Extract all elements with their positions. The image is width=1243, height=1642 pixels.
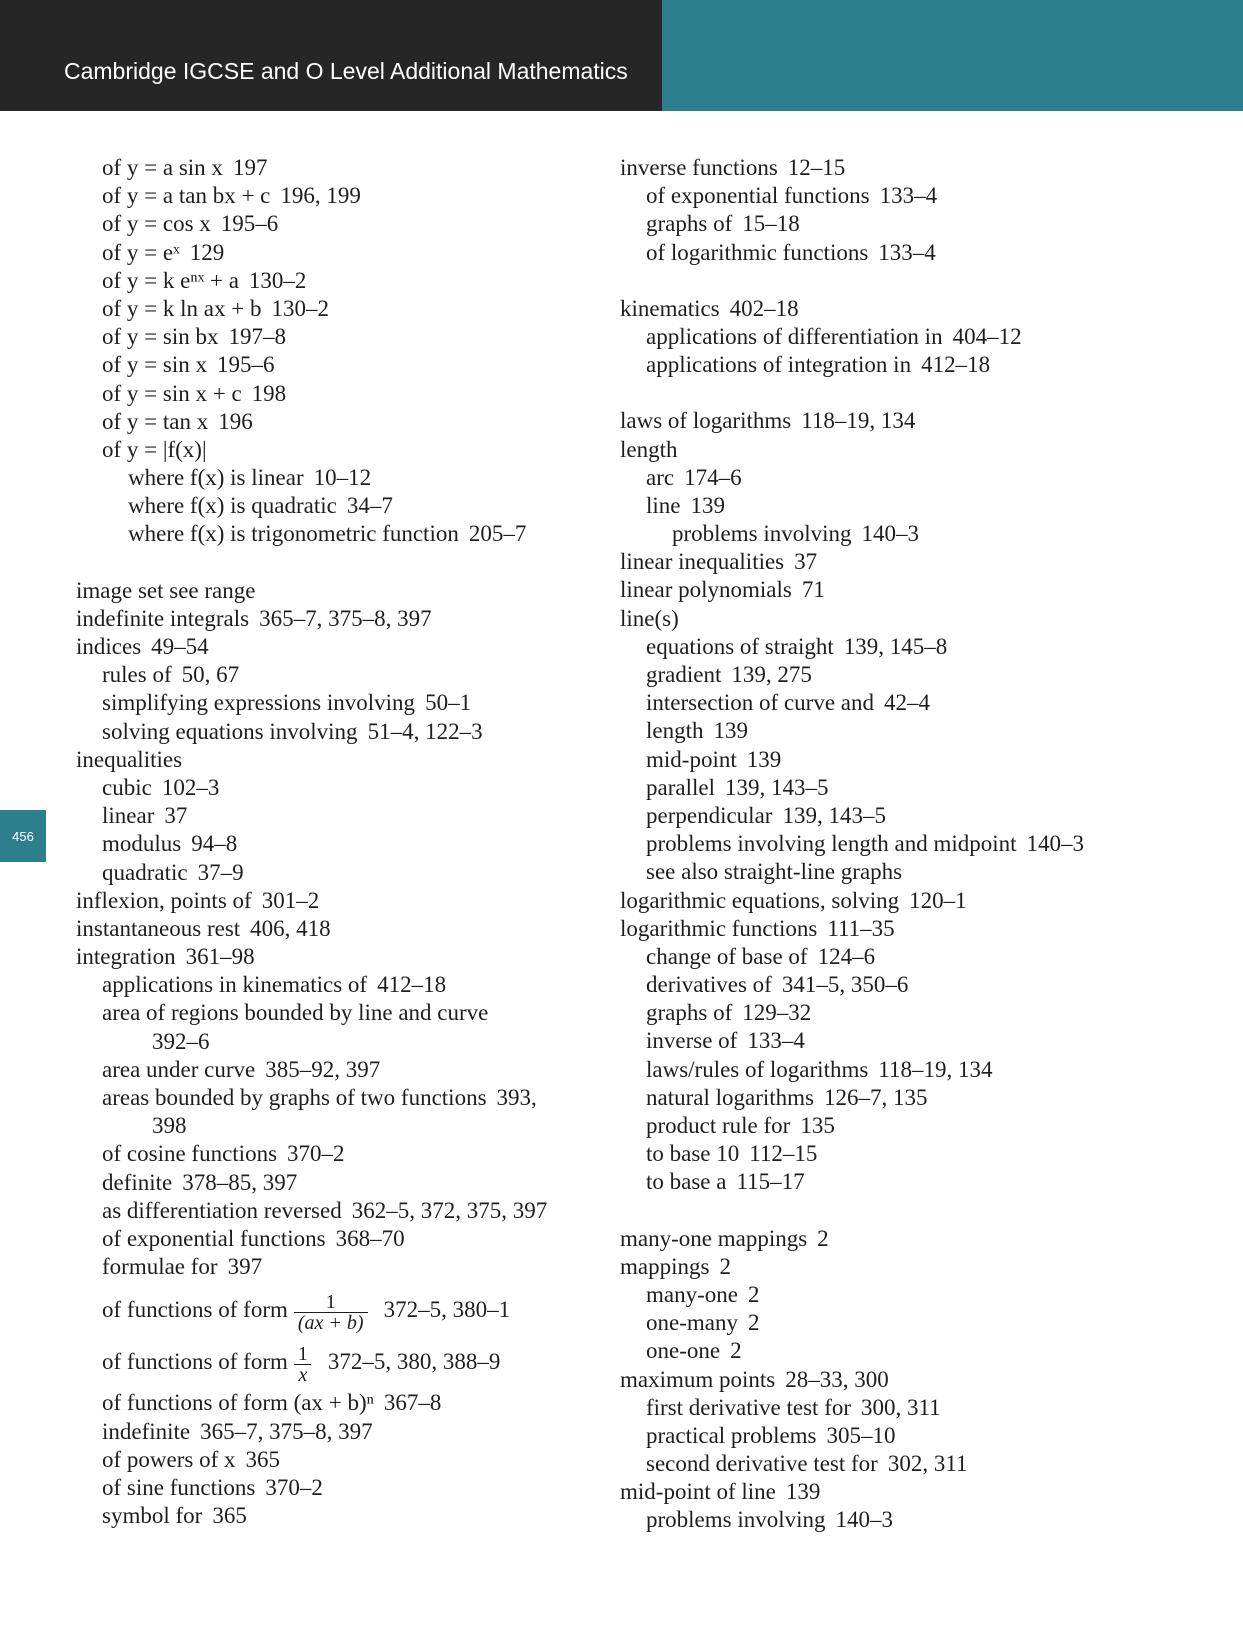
fraction (294, 1292, 368, 1333)
index-entry (620, 689, 1220, 717)
index-term: mid-point (646, 746, 737, 772)
fraction-denominator: (ax + b) (294, 1312, 368, 1333)
index-entry (620, 802, 1220, 830)
page-references: 372–5, 380, 388–9 (327, 1349, 501, 1375)
header-accent-bar (662, 0, 1243, 111)
page-references: 385–92, 397 (265, 1056, 381, 1082)
page-references: 139 (746, 746, 782, 772)
page-references: 196 (218, 408, 253, 434)
index-term: of y = k ln ax + b (102, 295, 262, 321)
index-entry (76, 887, 616, 915)
page-references: 50–1 (425, 690, 472, 716)
page-references: 102–3 (161, 774, 220, 800)
page-references: 367–8 (383, 1390, 442, 1416)
index-term: problems involving (646, 1507, 826, 1533)
index-term: line(s) (620, 605, 679, 631)
index-entry (76, 1474, 616, 1502)
index-term: image set see range (76, 577, 256, 603)
page-references: 139, 145–8 (843, 633, 948, 659)
fraction-numerator: 1 (297, 1342, 308, 1365)
index-entry (620, 520, 1220, 548)
index-entry (620, 576, 1220, 604)
page-references: 140–3 (861, 521, 920, 547)
page-references: 50, 67 (181, 662, 240, 688)
index-term: instantaneous rest (76, 915, 241, 941)
index-entry (620, 548, 1220, 576)
index-entry (76, 1084, 616, 1112)
index-term: to base a (646, 1169, 727, 1195)
index-entry (76, 408, 616, 436)
page-references: 37–9 (197, 859, 244, 885)
index-entry (620, 1281, 1220, 1309)
page-references: 397 (227, 1254, 263, 1280)
page-references: 140–3 (1026, 831, 1085, 857)
index-term: first derivative test for (646, 1394, 852, 1420)
index-term: perpendicular (646, 802, 773, 828)
index-entry (620, 1027, 1220, 1055)
index-entry (620, 1422, 1220, 1450)
index-entry (620, 830, 1220, 858)
index-entry (76, 915, 616, 943)
book-title: Cambridge IGCSE and O Level Additional Mathematics (64, 58, 628, 84)
index-entry (76, 774, 616, 802)
index-entry (76, 323, 616, 351)
index-term: linear inequalities (620, 549, 785, 575)
page-references: 120–1 (909, 887, 967, 913)
index-entry (76, 859, 616, 887)
index-term: cubic (102, 774, 152, 800)
index-term: of logarithmic functions (646, 239, 869, 265)
page-references: 126–7, 135 (824, 1084, 928, 1110)
index-entry (76, 464, 616, 492)
index-term: modulus (102, 831, 182, 857)
index-term: parallel (646, 774, 715, 800)
index-entry (76, 492, 616, 520)
index-term: where f(x) is linear (128, 465, 304, 491)
index-term: where f(x) is trigonometric function (128, 521, 459, 547)
page-number: 456 (12, 828, 34, 844)
page-references: 402–18 (729, 295, 799, 321)
index-entry (76, 999, 616, 1027)
page-references: 301–2 (261, 887, 320, 913)
index-entry (76, 154, 616, 182)
index-entry (76, 605, 616, 633)
page-references: 2 (817, 1225, 829, 1251)
index-entry (620, 464, 1220, 492)
index-entry (76, 1056, 616, 1084)
index-entry (620, 887, 1220, 915)
index-entry (76, 971, 616, 999)
index-term: length (620, 436, 678, 462)
page-references: 2 (719, 1253, 731, 1279)
index-term: applications of integration in (646, 352, 912, 378)
index-term: derivatives of (646, 972, 772, 998)
page-references: 112–15 (749, 1141, 818, 1167)
page-references: 412–18 (921, 352, 991, 378)
fraction (294, 1344, 312, 1385)
index-term: of y = cos x (102, 211, 211, 237)
page-references: 37 (164, 803, 188, 829)
page-references: 10–12 (313, 465, 372, 491)
index-entry (76, 1112, 616, 1140)
index-term: laws/rules of logarithms (646, 1056, 869, 1082)
index-entry (76, 1169, 616, 1197)
index-entry (76, 210, 616, 238)
page-references: 196, 199 (280, 183, 361, 209)
index-entry (76, 295, 616, 323)
index-term: one-many (646, 1310, 738, 1336)
index-entry (620, 154, 1220, 182)
page-references: 140–3 (835, 1507, 894, 1533)
index-entry (620, 1366, 1220, 1394)
index-entry (620, 1168, 1220, 1196)
index-entry (76, 436, 616, 464)
index-entry (76, 802, 616, 830)
index-term: kinematics (620, 295, 720, 321)
index-term: inverse functions (620, 155, 778, 180)
page-references: 198 (251, 380, 287, 406)
index-term: see also straight-line graphs (646, 859, 903, 885)
index-term: inverse of (646, 1028, 738, 1054)
index-entry (76, 1253, 616, 1281)
index-term: change of base of (646, 943, 808, 969)
page-references: 412–18 (377, 972, 447, 998)
index-entry (620, 436, 1220, 464)
page-references: 365 (212, 1503, 247, 1529)
index-term: line (646, 492, 681, 518)
page-references: 28–33, 300 (785, 1366, 889, 1392)
index-entry (620, 1478, 1220, 1506)
page-references: 2 (747, 1310, 760, 1336)
index-term: of y = sin x + c (102, 380, 242, 406)
index-entry (620, 858, 1220, 886)
index-column-left (76, 154, 616, 1530)
index-entry (620, 182, 1220, 210)
index-entry (76, 1418, 616, 1446)
index-entry (620, 915, 1220, 943)
index-entry (76, 1225, 616, 1253)
index-entry (620, 1450, 1220, 1478)
page-references: 2 (730, 1338, 742, 1364)
index-entry (620, 943, 1220, 971)
page-references: 94–8 (191, 831, 238, 857)
index-term: of functions of form (102, 1349, 288, 1375)
page-references: 133–4 (879, 183, 938, 209)
index-term: symbol for (102, 1503, 203, 1529)
page-references: 118–19, 134 (801, 408, 916, 434)
page-references: 197–8 (228, 324, 286, 350)
page-references: 365–7, 375–8, 397 (259, 605, 432, 631)
index-term: product rule for (646, 1113, 791, 1138)
index-entry (76, 943, 616, 971)
page-references: 115–17 (736, 1169, 805, 1195)
index-term: of powers of x (102, 1446, 236, 1472)
index-entry (620, 661, 1220, 689)
index-term: of y = sin bx (102, 324, 219, 350)
index-term: gradient (646, 662, 722, 687)
page-references: 300, 311 (861, 1394, 941, 1420)
page-references: 135 (800, 1113, 835, 1138)
index-term: natural logarithms (646, 1084, 814, 1110)
page-references: 361–98 (185, 944, 255, 970)
index-term: graphs of (646, 1000, 733, 1026)
index-term: of y = eˣ (102, 239, 180, 265)
index-entry (620, 1309, 1220, 1337)
index-entry (620, 717, 1220, 745)
index-term: logarithmic equations, solving (620, 887, 900, 913)
page-references: 139, 143–5 (724, 774, 829, 800)
index-entry (76, 1140, 616, 1168)
index-term: of exponential functions (102, 1225, 326, 1251)
page-references: 370–2 (287, 1141, 345, 1167)
index-entry (76, 182, 616, 210)
page-references: 49–54 (151, 634, 209, 659)
index-entry (620, 1084, 1220, 1112)
page-references: 197 (232, 155, 268, 180)
page-references: 130–2 (271, 295, 329, 321)
index-term: indefinite (102, 1418, 191, 1444)
index-term: area under curve (102, 1056, 256, 1082)
index-entry (620, 210, 1220, 238)
index-entry (76, 746, 616, 774)
index-term: integration (76, 944, 176, 970)
page-references: 139 (690, 492, 725, 518)
page-references: 129 (189, 239, 225, 265)
index-term: inflexion, points of (76, 887, 252, 913)
page-references: 71 (801, 577, 825, 603)
index-term: of y = a tan bx + c (102, 183, 271, 209)
index-term: rules of (102, 662, 172, 688)
index-term: problems involving (672, 521, 852, 547)
index-column-right (620, 154, 1220, 1535)
index-entry (76, 239, 616, 267)
index-entry (76, 520, 616, 548)
index-term: of functions of form (102, 1297, 288, 1323)
index-entry (76, 661, 616, 689)
index-entry (620, 1112, 1220, 1140)
index-term: simplifying expressions involving (102, 690, 416, 716)
index-term: problems involving length and midpoint (646, 831, 1017, 857)
index-term: practical problems (646, 1422, 817, 1448)
index-entry (620, 605, 1220, 633)
index-term: 398 (152, 1113, 187, 1139)
index-term: applications in kinematics of (102, 972, 368, 998)
page-references: 174–6 (684, 464, 742, 490)
page-references: 51–4, 122–3 (367, 718, 483, 744)
index-term: of y = a sin x (102, 155, 223, 180)
index-entry (620, 295, 1220, 323)
fraction-denominator: x (294, 1364, 311, 1385)
page-references: 393, (496, 1085, 537, 1110)
index-entry (620, 351, 1220, 379)
index-term: of y = |f(x)| (102, 436, 207, 462)
page-references: 139, 143–5 (782, 802, 886, 828)
page-references: 2 (747, 1281, 760, 1307)
index-term: many-one (646, 1281, 738, 1307)
index-term: one-one (646, 1338, 721, 1364)
index-entry (620, 774, 1220, 802)
index-term: definite (102, 1169, 173, 1195)
index-term: of functions of form (ax + b)ⁿ (102, 1390, 374, 1416)
page-references: 195–6 (220, 211, 279, 237)
index-term: length (646, 718, 704, 744)
index-term: applications of differentiation in (646, 323, 943, 349)
index-entry (76, 1339, 616, 1385)
index-term: solving equations involving (102, 718, 358, 744)
page-references: 12–15 (787, 155, 846, 180)
index-entry (620, 323, 1220, 351)
index-term: linear (102, 803, 155, 829)
index-entry (620, 1394, 1220, 1422)
page-references: 305–10 (826, 1422, 896, 1448)
index-term: second derivative test for (646, 1451, 878, 1477)
index-term: indefinite integrals (76, 605, 250, 631)
page-references: 205–7 (468, 521, 527, 547)
index-entry (76, 1287, 616, 1333)
page-references: 365 (245, 1446, 280, 1472)
index-entry (620, 999, 1220, 1027)
page-references: 139 (713, 718, 748, 744)
index-term: maximum points (620, 1366, 776, 1392)
index-term: intersection of curve and (646, 690, 874, 716)
index-entry (620, 633, 1220, 661)
index-term: mappings (620, 1253, 710, 1279)
index-term: where f(x) is quadratic (128, 493, 337, 519)
index-entry (76, 1446, 616, 1474)
fraction-numerator: 1 (325, 1290, 336, 1313)
index-entry (76, 351, 616, 379)
index-entry (76, 1389, 616, 1417)
index-term: of y = sin x (102, 352, 207, 378)
index-term: of cosine functions (102, 1141, 278, 1167)
index-entry (620, 1337, 1220, 1365)
index-term: equations of straight (646, 633, 834, 659)
index-term: inequalities (76, 746, 183, 772)
index-entry (76, 1028, 616, 1056)
page-references: 124–6 (817, 943, 876, 969)
header-bar (0, 0, 662, 111)
page-references: 302, 311 (887, 1451, 968, 1477)
page-references: 42–4 (884, 690, 930, 716)
index-entry (620, 1056, 1220, 1084)
page-references: 130–2 (248, 267, 307, 293)
index-term: to base 10 (646, 1141, 740, 1167)
page-references: 139, 275 (731, 662, 812, 687)
index-term: many-one mappings (620, 1225, 808, 1251)
index-term: linear polynomials (620, 577, 792, 603)
page-references: 406, 418 (250, 915, 331, 941)
index-term: arc (646, 464, 675, 490)
page-number-tab (0, 810, 46, 862)
index-term: indices (76, 634, 142, 659)
index-term: quadratic (102, 859, 188, 885)
page-references: 37 (794, 549, 818, 575)
index-entry (76, 267, 616, 295)
page-references: 133–4 (878, 239, 936, 265)
index-term: graphs of (646, 211, 733, 237)
page-references: 378–85, 397 (182, 1169, 298, 1195)
index-term: logarithmic functions (620, 915, 818, 941)
index-term: formulae for (102, 1254, 218, 1280)
index-entry (76, 718, 616, 746)
index-term: area of regions bounded by line and curve (102, 1000, 489, 1026)
index-entry (620, 1140, 1220, 1168)
index-entry (620, 1225, 1220, 1253)
index-term: mid-point of line (620, 1479, 776, 1505)
page-references: 111–35 (827, 915, 895, 941)
index-entry (620, 971, 1220, 999)
index-entry (620, 492, 1220, 520)
page-references: 195–6 (216, 352, 275, 378)
page-references: 139 (785, 1479, 821, 1505)
index-term: 392–6 (152, 1028, 210, 1054)
index-entry (76, 689, 616, 717)
index-term: of y = k eⁿˣ + a (102, 267, 239, 293)
index-term: of sine functions (102, 1474, 256, 1500)
page-references: 15–18 (742, 211, 800, 237)
index-term: as differentiation reversed (102, 1197, 342, 1223)
page-references: 129–32 (742, 1000, 812, 1026)
page-references: 362–5, 372, 375, 397 (351, 1197, 548, 1223)
page-references: 133–4 (747, 1028, 805, 1054)
index-term: areas bounded by graphs of two functions (102, 1085, 487, 1110)
index-entry (76, 1502, 616, 1530)
index-entry (620, 407, 1220, 435)
page-references: 341–5, 350–6 (781, 972, 909, 998)
index-term: of exponential functions (646, 183, 870, 209)
index-entry (620, 239, 1220, 267)
index-term: of y = tan x (102, 408, 209, 434)
index-entry (76, 577, 616, 605)
page-references: 34–7 (346, 493, 393, 519)
index-entry (76, 830, 616, 858)
page-references: 368–70 (335, 1225, 405, 1251)
page-references: 372–5, 380–1 (383, 1297, 511, 1323)
page-references: 365–7, 375–8, 397 (200, 1418, 373, 1444)
index-entry (76, 1197, 616, 1225)
index-entry (76, 633, 616, 661)
index-entry (620, 746, 1220, 774)
page-references: 404–12 (952, 323, 1022, 349)
page-references: 118–19, 134 (878, 1056, 993, 1082)
index-entry (620, 1253, 1220, 1281)
index-entry (76, 380, 616, 408)
index-entry (620, 1506, 1220, 1534)
index-term: laws of logarithms (620, 408, 792, 434)
page-references: 370–2 (265, 1474, 323, 1500)
